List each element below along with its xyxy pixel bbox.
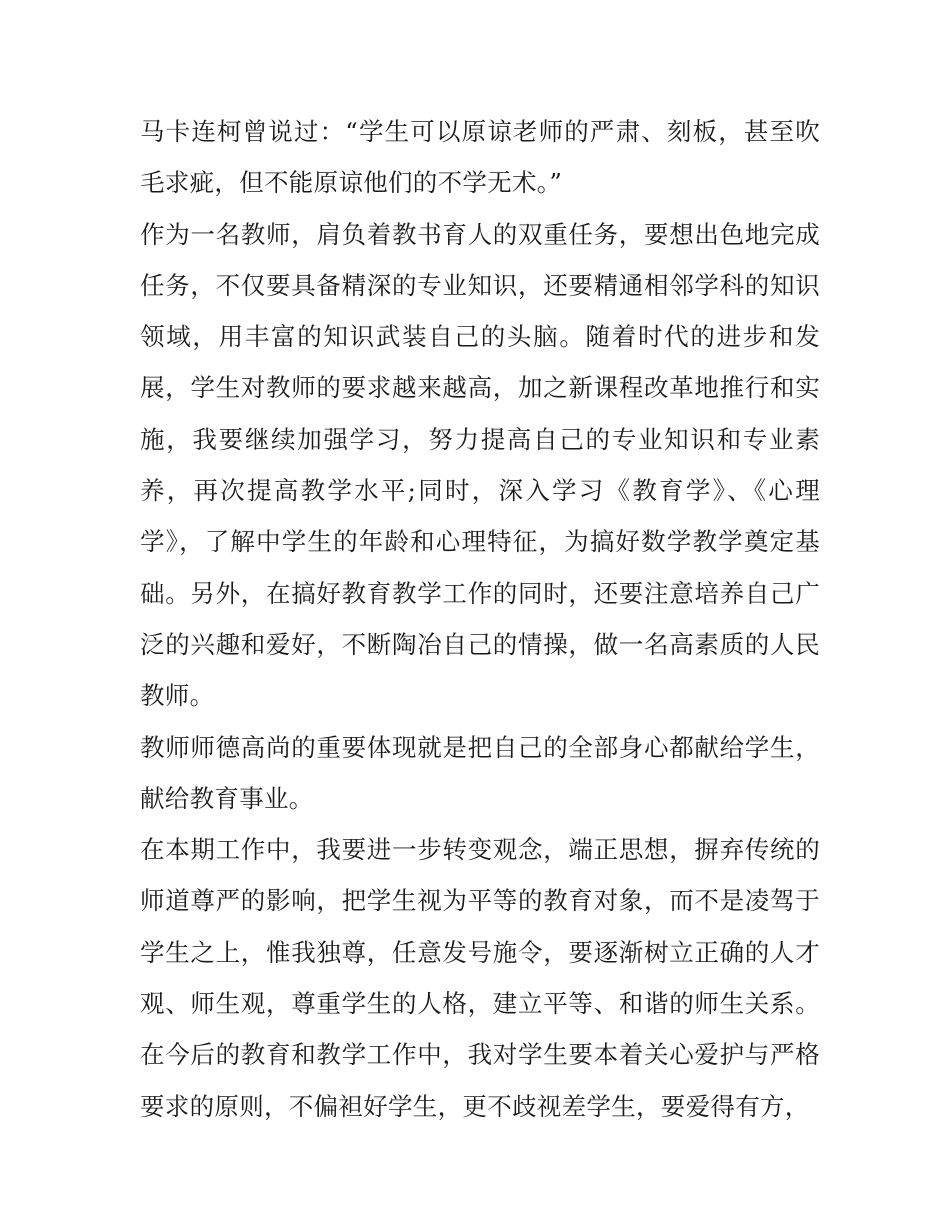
paragraph-professional-knowledge: 作为一名教师，肩负着教书育人的双重任务，要想出色地完成任务，不仅要具备精深的专业知识，还要精通相邻学科的知识领域，用丰富的知识武装自己的头脑。随着时代的进步和发展，学生对教师的要求越来越高，加之新课程改革地推行和实施，我要继续加强学习，努力提高自己的专业知识和专业素养，再次提高教学水平;同时，深入学习《教育学》、《心理学》，了解中学生的年龄和心理特征，为搞好数学教学奠定基础。另外，在搞好教育教学工作的同时，还要注意培养自己广泛的兴趣和爱好，不断陶冶自己的情操，做一名高素质的人民教师。 — [140, 219, 820, 711]
paragraph-teacher-student-relationship: 在本期工作中，我要进一步转变观念，端正思想，摒弃传统的师道尊严的影响，把学生视为平等的教育对象，而不是凌驾于学生之上，惟我独尊，任意发号施令，要逐渐树立正确的人才观、师生观，尊重学生的人格，建立平等、和谐的师生关系。在今后的教育和教学工作中，我对学生要本着关心爱护与严格要求的原则，不偏袒好学生，更不歧视差学生，要爱得有方， — [140, 835, 820, 1121]
paragraph-teacher-ethics: 教师师德高尚的重要体现就是把自己的全部身心都献给学生，献给教育事业。 — [140, 732, 820, 813]
paragraph-makarenko-quote: 马卡连柯曾说过：“学生可以原谅老师的严肃、刻板，甚至吹毛求疵，但不能原谅他们的不学无术。” — [140, 117, 820, 198]
document-body — [140, 106, 820, 1132]
